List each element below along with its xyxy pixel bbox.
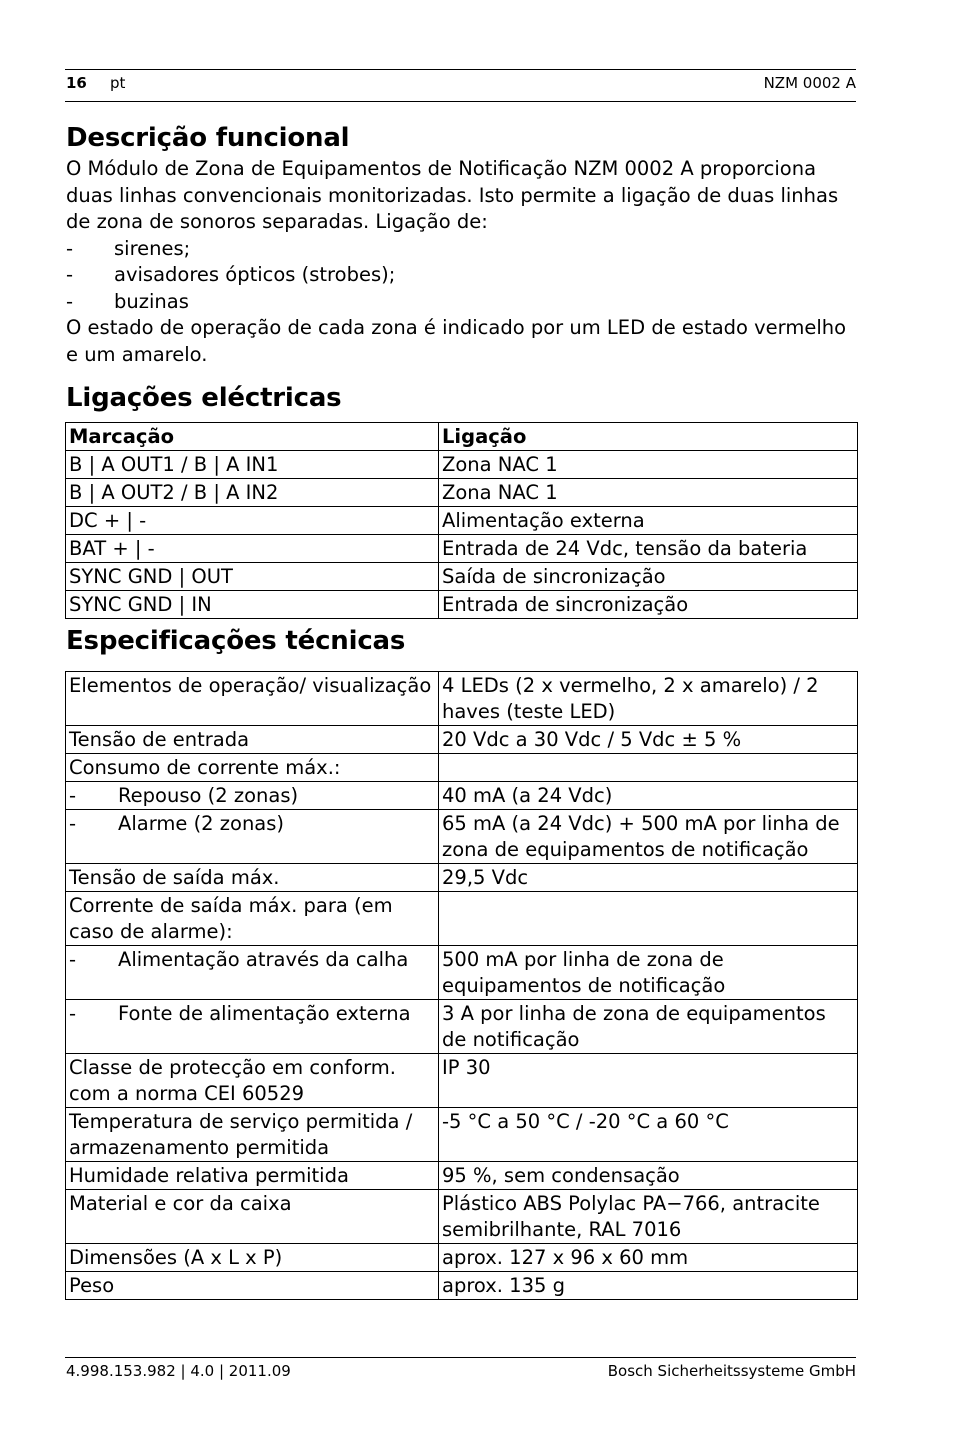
table-row	[66, 479, 858, 507]
dash-marker: -	[66, 263, 74, 286]
footer-rule	[65, 1357, 856, 1358]
table-cell: IP 30	[439, 1054, 858, 1108]
table-cell: - Alimentação através da calha	[66, 946, 439, 1000]
table-cell: 29,5 Vdc	[439, 864, 858, 892]
table-row	[66, 591, 858, 619]
table-row	[66, 946, 858, 1000]
list-item: - buzinas	[66, 289, 856, 316]
table-cell: 40 mA (a 24 Vdc)	[439, 782, 858, 810]
table-cell: aprox. 127 x 96 x 60 mm	[439, 1244, 858, 1272]
page-content	[66, 120, 856, 1300]
table-row	[66, 892, 858, 946]
table-row	[66, 1272, 858, 1300]
table-cell: - Repouso (2 zonas)	[66, 782, 439, 810]
table-cell: Dimensões (A x L x P)	[66, 1244, 439, 1272]
table-row	[66, 1244, 858, 1272]
table-row	[66, 726, 858, 754]
table-row	[66, 535, 858, 563]
table-row	[66, 1000, 858, 1054]
table-cell: Alimentação externa	[439, 507, 858, 535]
table-cell: BAT + | -	[66, 535, 439, 563]
page-number: 16	[66, 74, 87, 92]
table-cell: B | A OUT2 / B | A IN2	[66, 479, 439, 507]
table-cell: Classe de protecção em conform. com a norma CEI 60529	[66, 1054, 439, 1108]
table-cell: - Alarme (2 zonas)	[66, 810, 439, 864]
column-header: Ligação	[439, 423, 858, 451]
table-cell: Tensão de saída máx.	[66, 864, 439, 892]
table-cell	[439, 892, 858, 946]
table-cell: 95 %, sem condensação	[439, 1162, 858, 1190]
dash-marker: -	[69, 812, 77, 835]
dash-marker: -	[69, 1002, 77, 1025]
table-cell: B | A OUT1 / B | A IN1	[66, 451, 439, 479]
table-cell: 500 mA por linha de zona de equipamentos de notificação	[439, 946, 858, 1000]
table-cell: DC + | -	[66, 507, 439, 535]
table-cell: Peso	[66, 1272, 439, 1300]
table-cell: Consumo de corrente máx.:	[66, 754, 439, 782]
dash-marker: -	[69, 948, 77, 971]
section-title-electrical-connections: Ligações eléctricas	[66, 383, 342, 413]
table-cell: Zona NAC 1	[439, 451, 858, 479]
table-cell: Entrada de 24 Vdc, tensão da bateria	[439, 535, 858, 563]
section-title-technical-specifications: Especificações técnicas	[66, 626, 406, 656]
dash-marker: -	[66, 236, 74, 260]
table-header-row	[66, 423, 858, 451]
dash-marker: -	[69, 784, 77, 807]
list-item: - sirenes;	[66, 236, 856, 263]
specifications-table	[65, 671, 858, 1300]
table-row	[66, 1190, 858, 1244]
table-cell: Humidade relativa permitida	[66, 1162, 439, 1190]
status-paragraph: O estado de operação de cada zona é indicado por um LED de estado vermelho e um amarelo.	[66, 316, 847, 366]
table-row	[66, 864, 858, 892]
table-row	[66, 1054, 858, 1108]
table-cell: Corrente de saída máx. para (em caso de alarme):	[66, 892, 439, 946]
table-row	[66, 810, 858, 864]
footer-document-id: 4.998.153.982 | 4.0 | 2011.09	[66, 1362, 291, 1380]
table-cell: Material e cor da caixa	[66, 1190, 439, 1244]
header-rule-bottom	[65, 101, 856, 102]
connection-list	[66, 236, 856, 316]
language-code: pt	[110, 74, 126, 92]
table-row	[66, 563, 858, 591]
table-cell: - Fonte de alimentação externa	[66, 1000, 439, 1054]
connections-table	[65, 422, 858, 619]
table-row	[66, 672, 858, 726]
table-row	[66, 451, 858, 479]
table-cell: -5 °C a 50 °C / -20 °C a 60 °C	[439, 1108, 858, 1162]
intro-paragraph: O Módulo de Zona de Equipamentos de Notificação NZM 0002 A proporciona duas linhas convencionais monitorizadas. Isto permite a ligação de duas linhas de zona de sonoros separadas. Ligação de:	[66, 157, 839, 233]
table-cell: SYNC GND | IN	[66, 591, 439, 619]
table-cell: 65 mA (a 24 Vdc) + 500 mA por linha de zona de equipamentos de notificação	[439, 810, 858, 864]
table-row	[66, 782, 858, 810]
table-cell: Saída de sincronização	[439, 563, 858, 591]
table-row	[66, 1162, 858, 1190]
table-cell: 3 A por linha de zona de equipamentos de notificação	[439, 1000, 858, 1054]
list-item: - avisadores ópticos (strobes);	[66, 262, 856, 289]
table-row	[66, 754, 858, 782]
table-cell: SYNC GND | OUT	[66, 563, 439, 591]
table-cell: Plástico ABS Polylac PA−766, antracite semibrilhante, RAL 7016	[439, 1190, 858, 1244]
section-title-functional-description: Descrição funcional	[66, 123, 350, 153]
column-header: Marcação	[66, 423, 439, 451]
table-cell	[439, 754, 858, 782]
table-cell: Zona NAC 1	[439, 479, 858, 507]
table-cell: Temperatura de serviço permitida / armazenamento permitida	[66, 1108, 439, 1162]
table-cell: 4 LEDs (2 x vermelho, 2 x amarelo) / 2 haves (teste LED)	[439, 672, 858, 726]
table-cell: 20 Vdc a 30 Vdc / 5 Vdc ± 5 %	[439, 726, 858, 754]
table-cell: Entrada de sincronização	[439, 591, 858, 619]
table-cell: Tensão de entrada	[66, 726, 439, 754]
header-rule-top	[65, 69, 856, 70]
table-cell: aprox. 135 g	[439, 1272, 858, 1300]
table-row	[66, 1108, 858, 1162]
document-code: NZM 0002 A	[763, 74, 856, 92]
table-cell: Elementos de operação/ visualização	[66, 672, 439, 726]
dash-marker: -	[66, 289, 74, 313]
table-row	[66, 507, 858, 535]
footer-company: Bosch Sicherheitssysteme GmbH	[607, 1362, 856, 1380]
